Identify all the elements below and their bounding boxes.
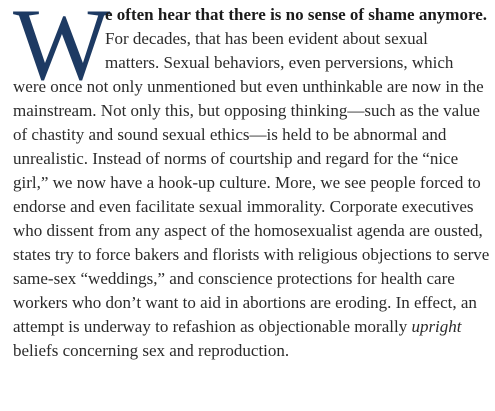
text-line-4: were once not only unmentioned but even unthinkable are now in the <box>13 77 484 96</box>
lead-sentence: e often hear that there is no sense of shame anymore. <box>105 5 487 24</box>
text-line-11: states try to force bakers and florists with religious objections to serve <box>13 245 490 264</box>
drop-cap-letter: W <box>13 0 111 102</box>
text-line-14-start: attempt is underway to refashion as objectionable morally <box>13 317 412 336</box>
text-line-14 <box>13 315 485 339</box>
text-line-9: endorse and even facilitate sexual immorality. Corporate executives <box>13 197 474 216</box>
text-line-13: workers who don’t want to aid in abortions are eroding. In effect, an <box>13 293 477 312</box>
emphasis-upright: upright <box>411 317 462 336</box>
text-line-12: same-sex “weddings,” and conscience protections for health care <box>13 269 455 288</box>
text-line-10: who dissent from any aspect of the homosexualist agenda are ousted, <box>13 221 483 240</box>
text-line-8: girl,” we now have a hook-up culture. More, we see people forced to <box>13 173 481 192</box>
article-body <box>13 3 490 363</box>
text-line-2: For decades, that has been evident about sexual <box>105 29 428 48</box>
text-line-6: of chastity and sound sexual ethics—is held to be abnormal and <box>13 125 447 144</box>
text-line-15: beliefs concerning sex and reproduction. <box>13 341 290 360</box>
text-line-5: mainstream. Not only this, but opposing thinking—such as the value <box>13 101 480 120</box>
text-line-3: matters. Sexual behaviors, even perversions, which <box>105 53 454 72</box>
text-line-7: unrealistic. Instead of norms of courtship and regard for the “nice <box>13 149 459 168</box>
lead-line <box>13 3 485 27</box>
